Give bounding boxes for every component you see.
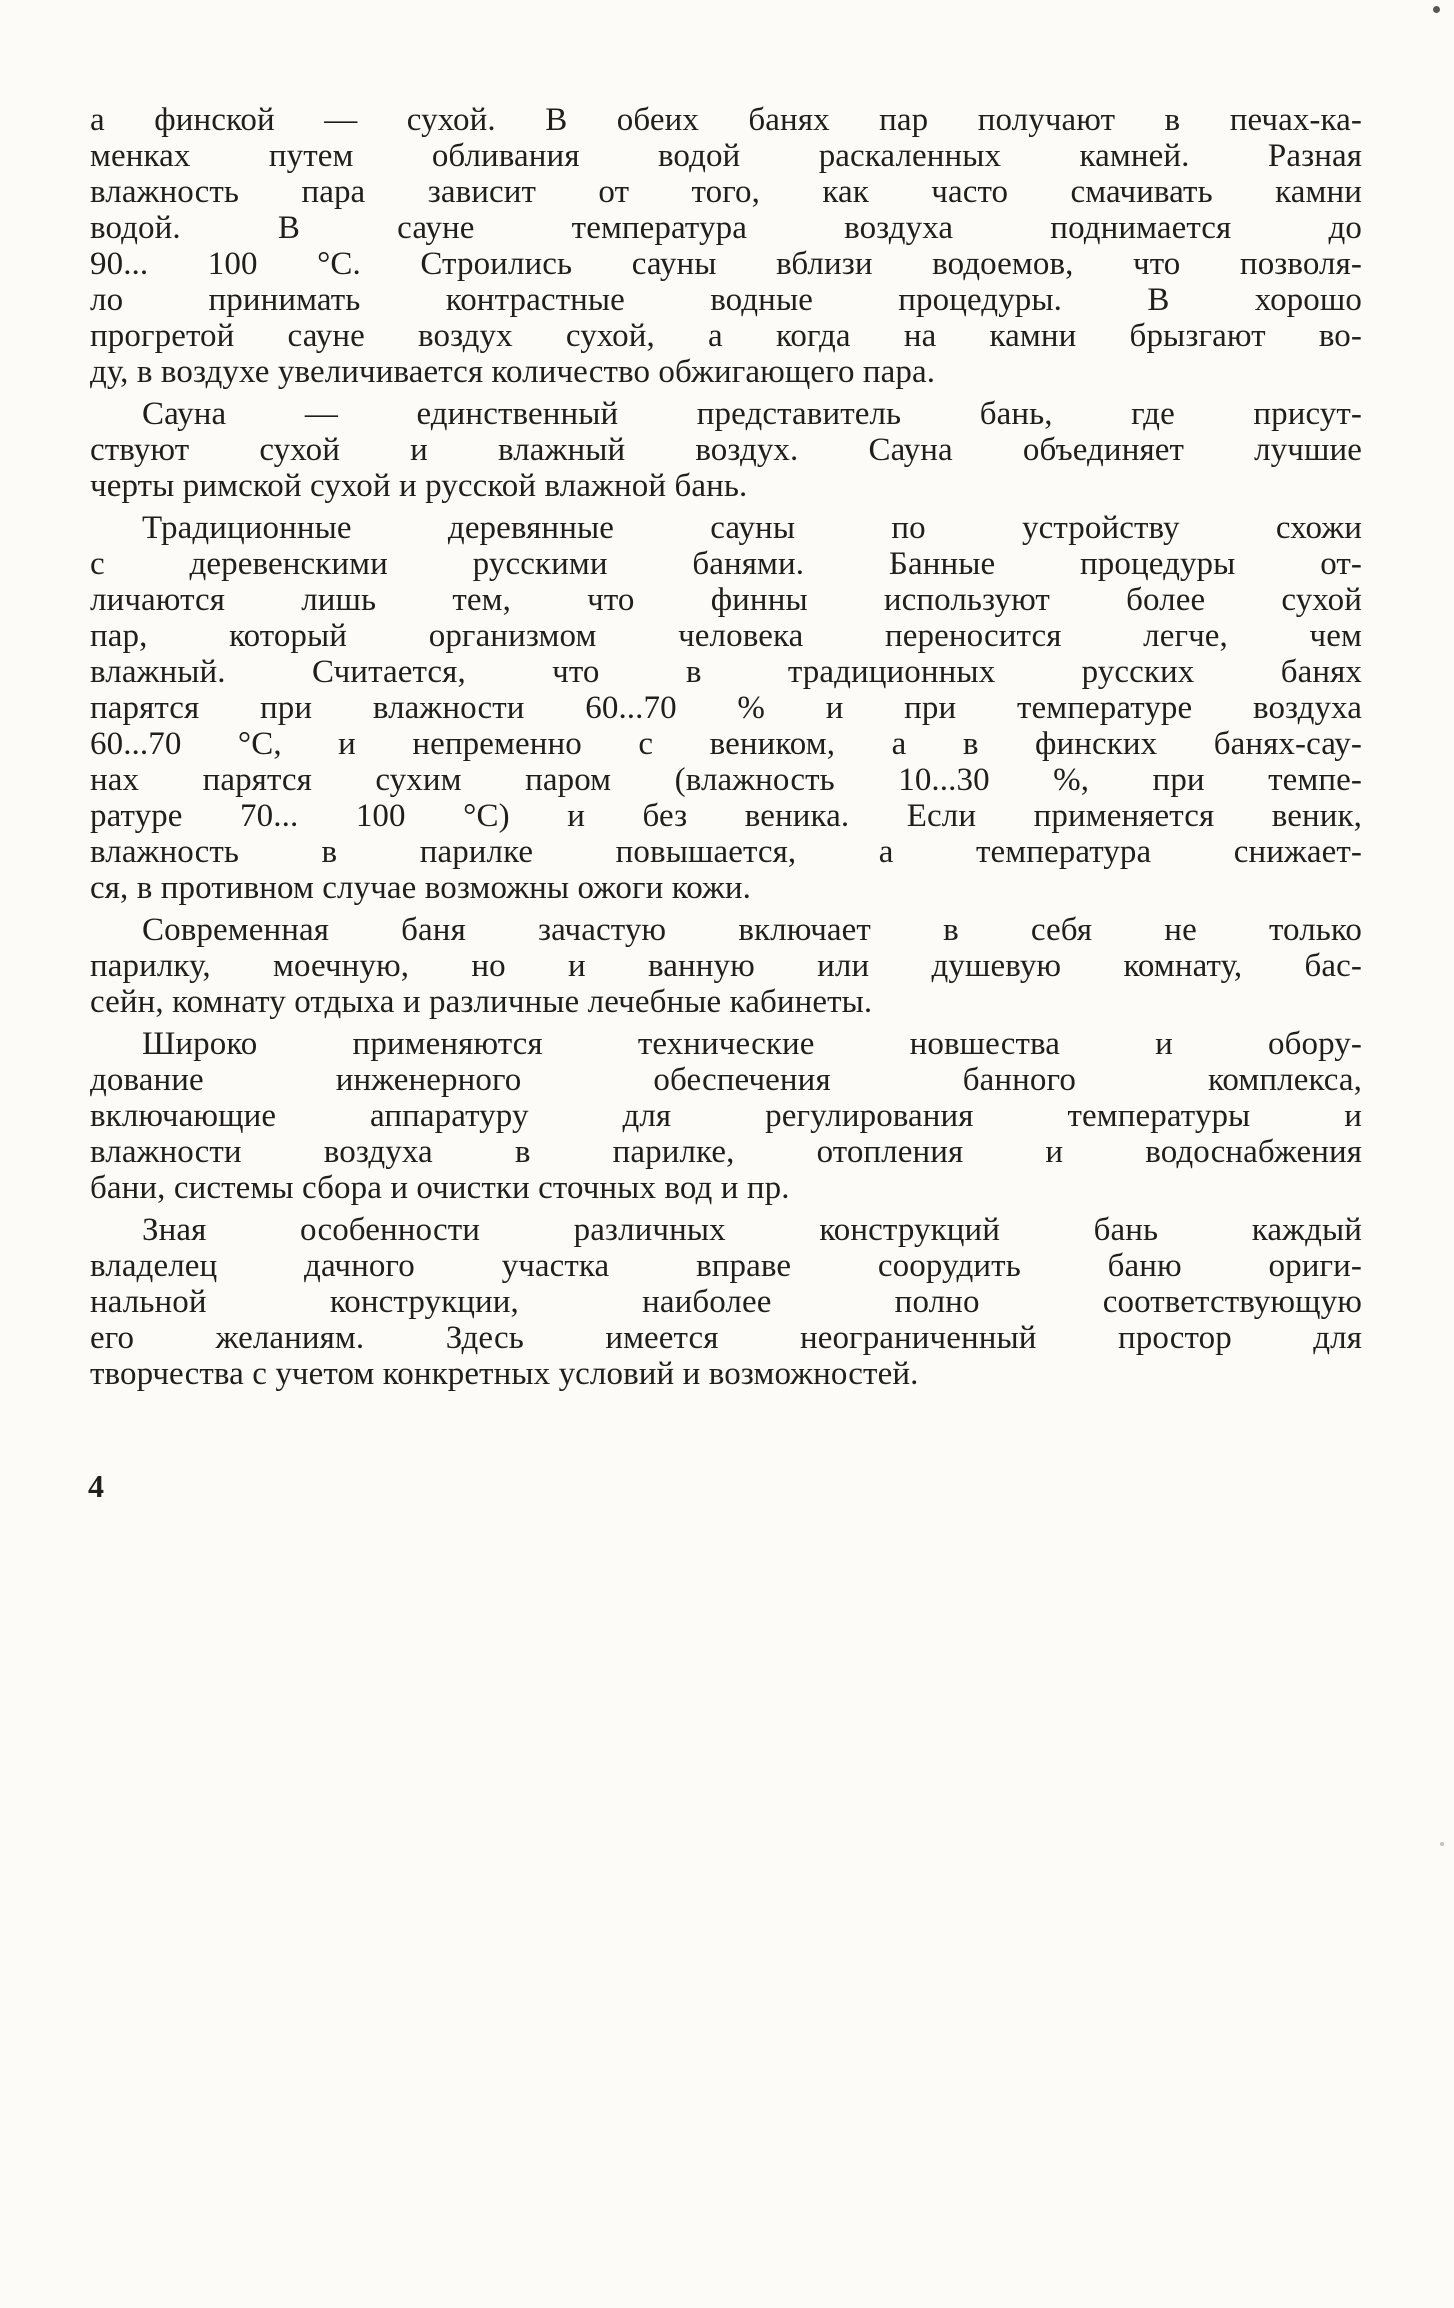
text-line: пар, который организмом человека переносится легче, чем <box>90 618 1362 654</box>
paragraph <box>90 102 1362 390</box>
text-line: нальной конструкции, наиболее полно соответствующую <box>90 1284 1362 1320</box>
paragraph <box>90 1026 1362 1206</box>
text-line: ду, в воздухе увеличивается количество обжигающего пара. <box>90 354 936 390</box>
text-line: влажность пара зависит от того, как часто смачивать камни <box>90 174 1362 210</box>
text-line: ло принимать контрастные водные процедуры. В хорошо <box>90 282 1362 318</box>
text-line: а финской — сухой. В обеих банях пар получают в печах-ка- <box>90 102 1362 138</box>
page-number: 4 <box>88 1468 104 1504</box>
text-line: ратуре 70... 100 °С) и без веника. Если применяется веник, <box>90 798 1362 834</box>
paragraph <box>90 396 1362 504</box>
text-line: 90... 100 °С. Строились сауны вблизи водоемов, что позволя- <box>90 246 1362 282</box>
text-line: личаются лишь тем, что финны используют более сухой <box>90 582 1362 618</box>
text-line: влажность в парилке повышается, а температура снижает- <box>90 834 1362 870</box>
paragraph <box>90 510 1362 906</box>
paragraph <box>90 912 1362 1020</box>
text-line: бани, системы сбора и очистки сточных вод и пр. <box>90 1170 790 1206</box>
text-line: Сауна — единственный представитель бань, где присут- <box>142 396 1362 432</box>
text-line: его желаниям. Здесь имеется неограниченный простор для <box>90 1320 1362 1356</box>
text-line: Широко применяются технические новшества и обору- <box>142 1026 1362 1062</box>
text-line: сейн, комнату отдыха и различные лечебные кабинеты. <box>90 984 873 1020</box>
text-line: водой. В сауне температура воздуха поднимается до <box>90 210 1362 246</box>
text-line: ствуют сухой и влажный воздух. Сауна объединяет лучшие <box>90 432 1362 468</box>
text-line: влажности воздуха в парилке, отопления и водоснабжения <box>90 1134 1362 1170</box>
text-line: менках путем обливания водой раскаленных камней. Разная <box>90 138 1362 174</box>
text-line: 60...70 °С, и непременно с веником, а в финских банях-сау- <box>90 726 1362 762</box>
scan-artifact-dot <box>1433 6 1440 13</box>
text-line: нах парятся сухим паром (влажность 10...30 %, при темпе- <box>90 762 1362 798</box>
text-line: дование инженерного обеспечения банного комплекса, <box>90 1062 1362 1098</box>
text-line: творчества с учетом конкретных условий и возможностей. <box>90 1356 919 1392</box>
text-line: Зная особенности различных конструкций бань каждый <box>142 1212 1362 1248</box>
text-line: Традиционные деревянные сауны по устройству схожи <box>142 510 1362 546</box>
text-line: ся, в противном случае возможны ожоги кожи. <box>90 870 751 906</box>
text-line: включающие аппаратуру для регулирования температуры и <box>90 1098 1362 1134</box>
text-line: парилку, моечную, но и ванную или душевую комнату, бас- <box>90 948 1362 984</box>
text-line: прогретой сауне воздух сухой, а когда на камни брызгают во- <box>90 318 1362 354</box>
scan-artifact-dot <box>1440 1842 1444 1846</box>
page-text <box>90 102 1362 1392</box>
text-line: черты римской сухой и русской влажной бань. <box>90 468 748 504</box>
paragraph <box>90 1212 1362 1392</box>
text-line: Современная баня зачастую включает в себя не только <box>142 912 1362 948</box>
text-line: влажный. Считается, что в традиционных русских банях <box>90 654 1362 690</box>
text-line: владелец дачного участка вправе соорудить баню ориги- <box>90 1248 1362 1284</box>
text-line: парятся при влажности 60...70 % и при температуре воздуха <box>90 690 1362 726</box>
text-line: с деревенскими русскими банями. Банные процедуры от- <box>90 546 1362 582</box>
